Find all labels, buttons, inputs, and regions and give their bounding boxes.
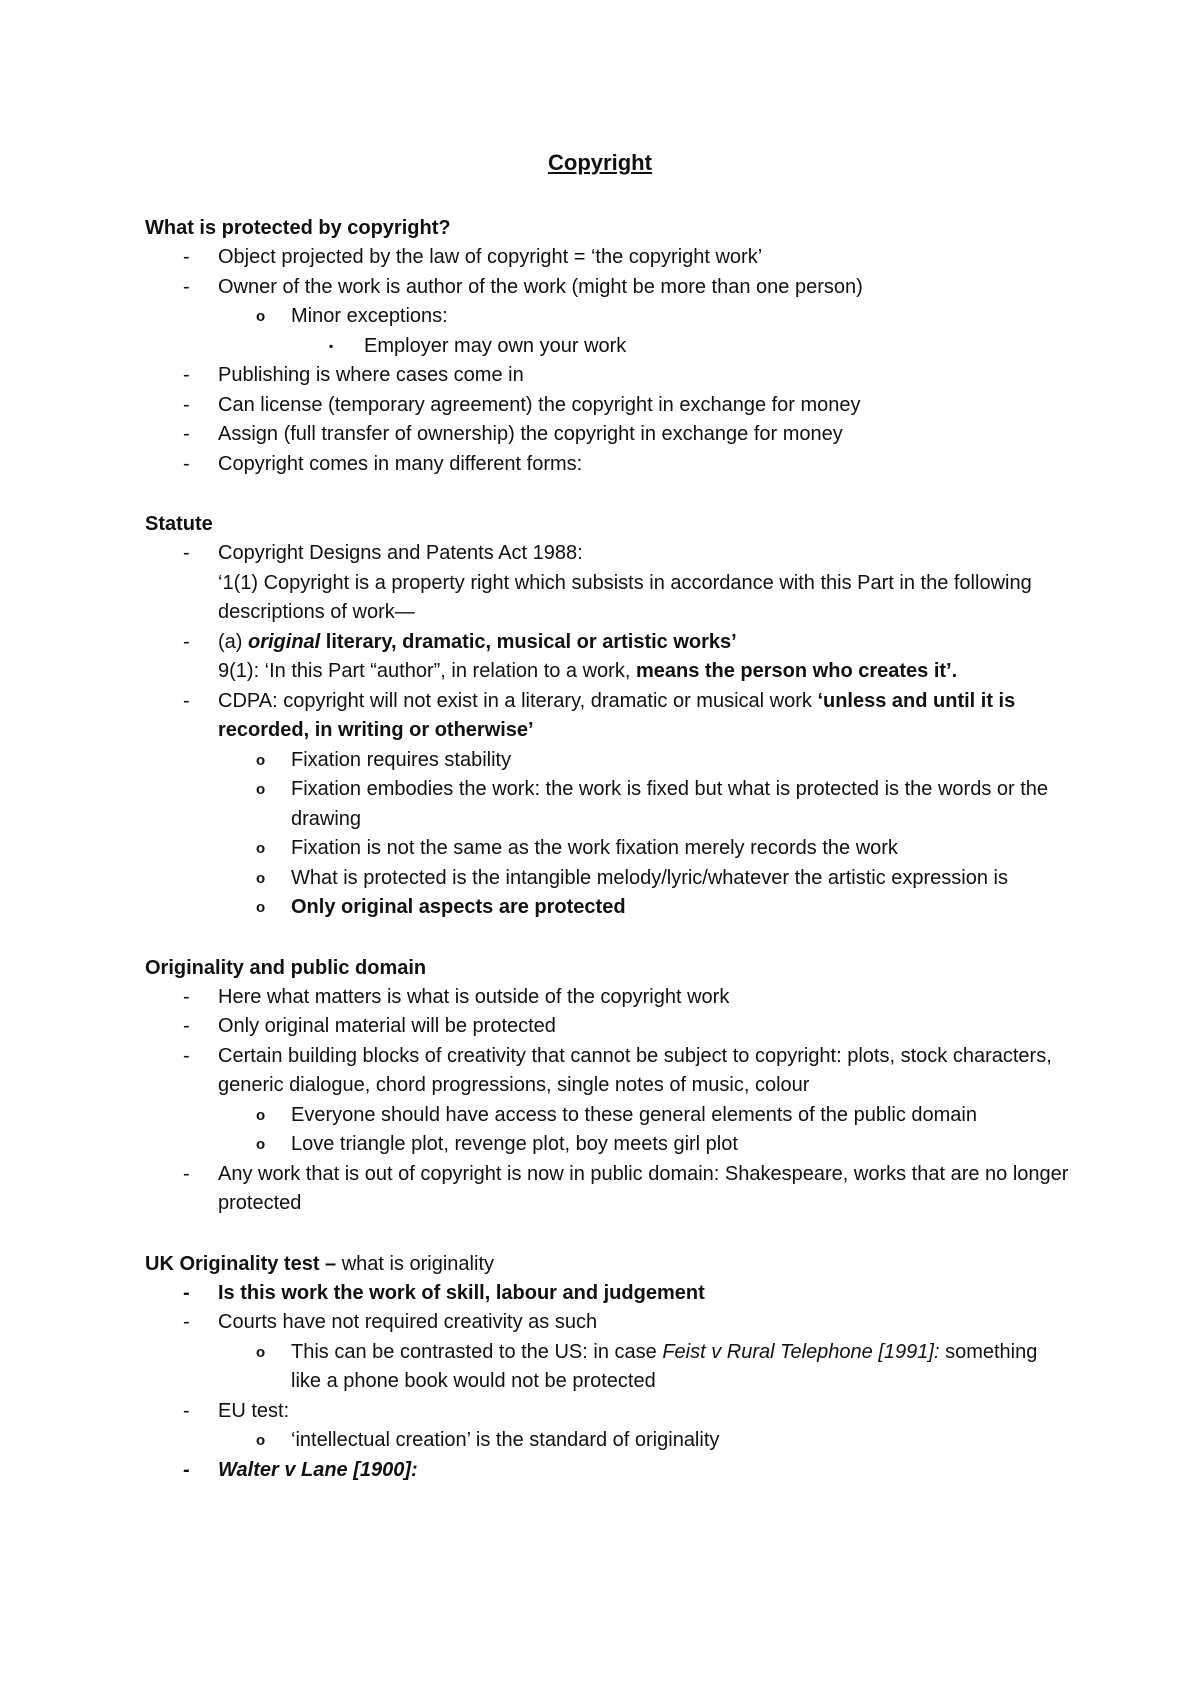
list-item: o Fixation embodies the work: the work is fixed but what is protected is the words or the drawing xyxy=(0,775,1200,834)
circle-bullet-icon: o xyxy=(256,751,266,769)
document-body xyxy=(0,213,1200,1485)
dash-bullet: - xyxy=(183,542,190,564)
list-item: - Only original material will be protected xyxy=(0,1012,1200,1042)
list-item: - Owner of the work is author of the work (might be more than one person) xyxy=(0,273,1200,303)
dash-bullet: - xyxy=(183,630,190,653)
author-definition: 9(1): ‘In this Part “author”, in relation to a work, means the person who creates it’. xyxy=(218,660,958,682)
list-item: o Minor exceptions: xyxy=(0,302,1200,332)
list-item: - Here what matters is what is outside of the copyright work xyxy=(0,983,1200,1013)
section-heading-originality: Originality and public domain xyxy=(145,956,427,979)
circle-bullet-icon: o xyxy=(256,1136,266,1153)
dash-bullet: - xyxy=(183,393,190,416)
circle-bullet-icon: o xyxy=(256,1106,266,1124)
dash-bullet: - xyxy=(183,1458,190,1481)
circle-bullet-icon: o xyxy=(256,308,266,325)
circle-bullet-icon: o xyxy=(256,899,266,916)
list-item: - Is this work the work of skill, labour and judgement xyxy=(0,1279,1200,1309)
page-title: Copyright xyxy=(548,150,652,175)
section-heading-uk-test: UK Originality test – what is originality xyxy=(145,1252,494,1275)
dash-bullet: - xyxy=(183,275,190,298)
dash-bullet: - xyxy=(183,1162,190,1185)
circle-bullet-icon: o xyxy=(256,1343,266,1361)
circle-bullet-icon: o xyxy=(256,840,266,857)
list-item: o Everyone should have access to these general elements of the public domain xyxy=(0,1101,1200,1131)
dash-bullet: - xyxy=(183,1281,190,1304)
dash-bullet: - xyxy=(183,1399,190,1422)
list-item: - Copyright comes in many different forms: xyxy=(0,450,1200,480)
list-item: o This can be contrasted to the US: in case Feist v Rural Telephone [1991]: something like a phone book would not be protected xyxy=(0,1338,1200,1397)
list-item: - Walter v Lane [1900]: xyxy=(0,1456,1200,1486)
circle-bullet-icon: o xyxy=(256,781,266,798)
circle-bullet-icon: o xyxy=(256,869,266,887)
section-heading-protected: What is protected by copyright? xyxy=(145,217,451,239)
list-item: - Assign (full transfer of ownership) the copyright in exchange for money xyxy=(0,420,1200,450)
list-item: - Publishing is where cases come in xyxy=(0,361,1200,391)
list-item: - CDPA: copyright will not exist in a literary, dramatic or musical work ‘unless and until it is recorded, in writing or otherwise’ xyxy=(0,687,1200,746)
list-item: o What is protected is the intangible melody/lyric/whatever the artistic expression is xyxy=(0,864,1200,894)
dash-bullet: - xyxy=(183,364,190,386)
dash-bullet: - xyxy=(183,1015,190,1037)
list-item: o Fixation is not the same as the work fixation merely records the work xyxy=(0,834,1200,864)
section-heading-statute: Statute xyxy=(145,513,213,535)
list-item: - Can license (temporary agreement) the copyright in exchange for money xyxy=(0,391,1200,421)
list-item: o Love triangle plot, revenge plot, boy meets girl plot xyxy=(0,1130,1200,1160)
statute-quote: ‘1(1) Copyright is a property right which subsists in accordance with this Part in the following descriptions of work— xyxy=(218,571,1032,623)
list-item: - (a) original literary, dramatic, musical or artistic works’ xyxy=(0,628,1200,658)
dash-bullet: - xyxy=(183,985,190,1008)
list-item: o Only original aspects are protected xyxy=(0,893,1200,923)
square-bullet-icon: ▪ xyxy=(329,338,334,353)
list-item: - Certain building blocks of creativity that cannot be subject to copyright: plots, stock characters, generic dialogue, chord progressions, single notes of music, colour xyxy=(0,1042,1200,1101)
dash-bullet: - xyxy=(183,689,190,712)
list-item: o ‘intellectual creation’ is the standard of originality xyxy=(0,1426,1200,1456)
list-item: - Object projected by the law of copyright = ‘the copyright work’ xyxy=(0,243,1200,273)
list-item: - Any work that is out of copyright is now in public domain: Shakespeare, works that are no longer protected xyxy=(0,1160,1200,1219)
list-item: - Courts have not required creativity as such xyxy=(0,1308,1200,1338)
list-item: o Fixation requires stability xyxy=(0,746,1200,776)
dash-bullet: - xyxy=(183,1311,190,1333)
dash-bullet: - xyxy=(183,423,190,445)
dash-bullet: - xyxy=(183,452,190,475)
dash-bullet: - xyxy=(183,1044,190,1067)
list-item: ▪ Employer may own your work xyxy=(0,332,1200,362)
list-item: - Copyright Designs and Patents Act 1988: xyxy=(0,539,1200,569)
list-item: - EU test: xyxy=(0,1397,1200,1427)
circle-bullet-icon: o xyxy=(256,1432,266,1449)
dash-bullet: - xyxy=(183,246,190,268)
